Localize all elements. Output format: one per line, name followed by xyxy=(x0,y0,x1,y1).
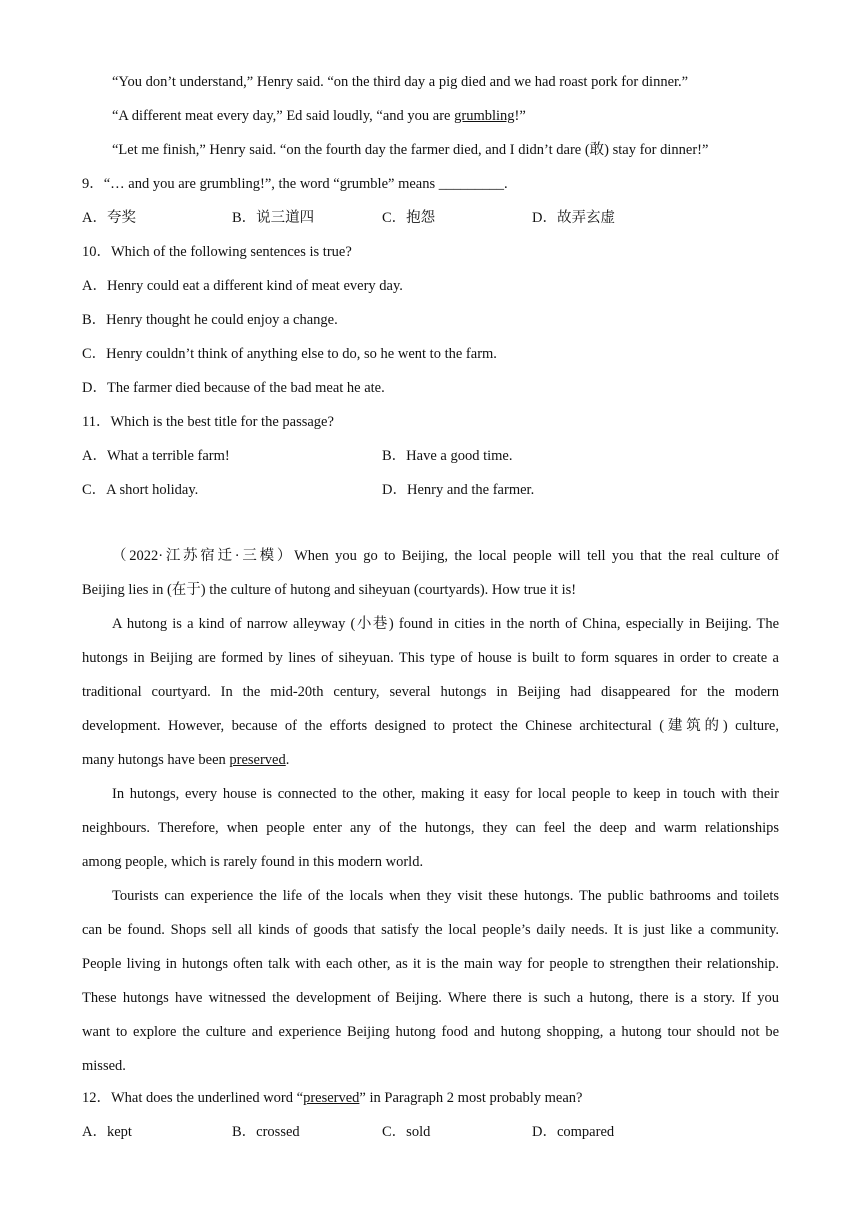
passage-p4-line: want to explore the culture and experience Beijing hutong food and hutong shopping, a hutong tour should not be xyxy=(82,1024,779,1040)
q9-option-b: B．说三道四 xyxy=(232,210,315,226)
passage-p3-line: In hutongs, every house is connected to the other, making it easy for local people to keep in touch with their xyxy=(112,786,779,802)
passage-p4-line: Tourists can experience the life of the locals when they visit these hutongs. The public bathrooms and toilets xyxy=(112,888,779,904)
q10-option-c: C．Henry couldn’t think of anything else to do, so he went to the farm. xyxy=(82,346,497,362)
q12-option-c: C．sold xyxy=(382,1124,431,1140)
q9-option-d: D．故弄玄虚 xyxy=(532,210,615,226)
passage-p1-line: （2022·江苏宿迁·三模）When you go to Beijing, the local people will tell you that the real culture of xyxy=(112,548,779,564)
question-9-stem: 9．“… and you are grumbling!”, the word “grumble” means _________. xyxy=(82,176,508,192)
passage-p2-line: many hutongs have been preserved. xyxy=(82,752,290,768)
passage-p4-line: These hutongs have witnessed the development of Beijing. Where there is such a hutong, there is a story. If you xyxy=(82,990,779,1006)
q11-option-c: C．A short holiday. xyxy=(82,482,199,498)
q12-option-a: A．kept xyxy=(82,1124,132,1140)
q11-option-a: A．What a terrible farm! xyxy=(82,448,230,464)
question-11-stem: 11．Which is the best title for the passage? xyxy=(82,414,334,430)
dialogue-line: “Let me finish,” Henry said. “on the fourth day the farmer died, and I didn’t dare (敢) stay for dinner!” xyxy=(112,142,709,158)
q11-option-d: D．Henry and the farmer. xyxy=(382,482,535,498)
q10-option-a: A．Henry could eat a different kind of meat every day. xyxy=(82,278,403,294)
passage-p4-line: missed. xyxy=(82,1058,126,1074)
passage-p2-line: hutongs in Beijing are formed by lines of siheyuan. This type of house is built to form squares in order to create a xyxy=(82,650,779,666)
question-10-stem: 10．Which of the following sentences is true? xyxy=(82,244,352,260)
underlined-word: preserved xyxy=(229,752,286,768)
q10-option-b: B．Henry thought he could enjoy a change. xyxy=(82,312,338,328)
question-12-stem: 12．What does the underlined word “preserved” in Paragraph 2 most probably mean? xyxy=(82,1090,583,1106)
passage-p4-line: People living in hutongs often talk with each other, as it is the main way for people to strengthen their relationship. xyxy=(82,956,779,972)
q11-option-b: B．Have a good time. xyxy=(382,448,513,464)
q12-option-b: B．crossed xyxy=(232,1124,300,1140)
q9-option-c: C．抱怨 xyxy=(382,210,436,226)
passage-p2-line: traditional courtyard. In the mid-20th century, several hutongs in Beijing had disappeared for the modern xyxy=(82,684,779,700)
passage-p2-line: A hutong is a kind of narrow alleyway (小巷) found in cities in the north of China, especially in Beijing. The xyxy=(112,616,779,632)
q12-option-d: D．compared xyxy=(532,1124,615,1140)
dialogue-line: “A different meat every day,” Ed said loudly, “and you are grumbling!” xyxy=(112,108,526,124)
passage-p3-line: among people, which is rarely found in this modern world. xyxy=(82,854,424,870)
q9-option-a: A．夸奖 xyxy=(82,210,136,226)
q10-option-d: D．The farmer died because of the bad meat he ate. xyxy=(82,380,385,396)
underlined-word: grumbling xyxy=(454,108,515,124)
dialogue-line: “You don’t understand,” Henry said. “on the third day a pig died and we had roast pork for dinner.” xyxy=(112,74,689,90)
passage-p3-line: neighbours. Therefore, when people enter any of the hutongs, they can feel the deep and warm relationships xyxy=(82,820,779,836)
underlined-word: preserved xyxy=(303,1090,360,1106)
passage-p4-line: can be found. Shops sell all kinds of goods that satisfy the local people’s daily needs. It is just like a community. xyxy=(82,922,779,938)
passage-p2-line: development. However, because of the efforts designed to protect the Chinese architectural (建筑的) culture, xyxy=(82,718,779,734)
passage-p1-line: Beijing lies in (在于) the culture of hutong and siheyuan (courtyards). How true it is! xyxy=(82,582,577,598)
